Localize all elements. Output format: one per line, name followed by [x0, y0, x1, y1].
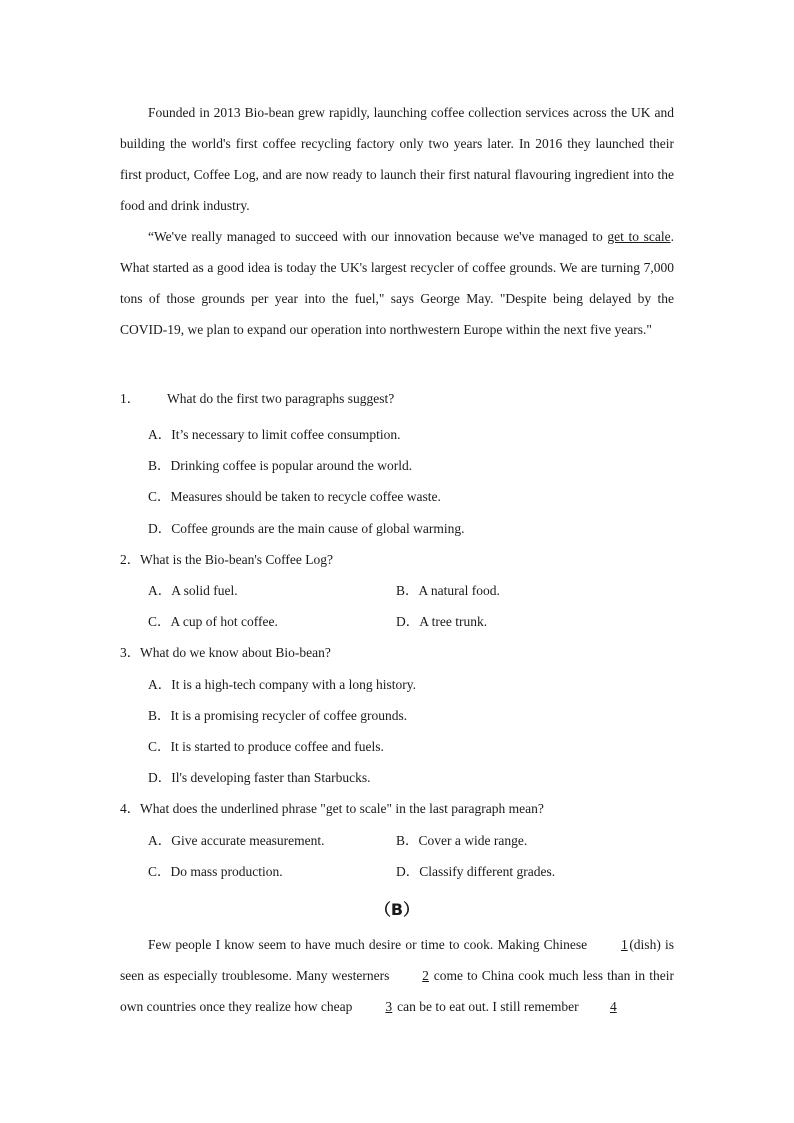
- section-b-text-3: come to China cook much less than in their own countries once they realize how cheap: [120, 968, 674, 1014]
- question-number: 1．: [120, 391, 141, 406]
- blank-4: 4: [609, 999, 617, 1014]
- question-3: [120, 643, 674, 663]
- section-b-text-4: can be to eat out. I still remember: [393, 999, 582, 1014]
- paragraph-2-text-after: . What started as a good idea is today the UK's largest recycler of coffee grounds. We are turning 7,000 tons of those grounds per year into the fuel," says George May. "Despite being delayed by the COVID-19, we plan to expand our operation into northwestern Europe within the next five years.": [120, 229, 674, 337]
- question-1-option-a: A．It’s necessary to limit coffee consumption.: [148, 427, 401, 442]
- question-2-option-a: A．A solid fuel.: [148, 583, 238, 598]
- question-4-option-d: D．Classify different grades.: [396, 864, 556, 879]
- underlined-phrase: get to scale: [607, 229, 671, 244]
- question-4-option-b: B．Cover a wide range.: [396, 833, 528, 848]
- question-4: [120, 799, 674, 819]
- section-b-paragraph: [120, 929, 674, 1022]
- section-b-text-1: Few people I know seem to have much desire or time to cook. Making Chinese: [148, 937, 592, 952]
- question-text: What does the underlined phrase "get to scale" in the last paragraph mean?: [140, 801, 544, 816]
- question-number: 3．: [120, 645, 141, 660]
- question-4-option-c: C．Do mass production.: [148, 864, 283, 879]
- section-b-heading: （B）: [374, 900, 420, 919]
- question-3-option-c: C．It is started to produce coffee and fuels.: [148, 739, 384, 754]
- question-text: What is the Bio-bean's Coffee Log?: [140, 552, 334, 567]
- question-3-option-b: B．It is a promising recycler of coffee grounds.: [148, 708, 408, 723]
- question-1: [120, 389, 674, 409]
- passage-a-paragraph-1: Founded in 2013 Bio-bean grew rapidly, launching coffee collection services across the UK and building the world's first coffee recycling factory only two years later. In 2016 they launched their first product, Coffee Log, and are now ready to launch their first natural flavouring ingredient into the food and drink industry.: [120, 105, 674, 213]
- question-number: 2．: [120, 552, 141, 567]
- question-4-option-a: A．Give accurate measurement.: [148, 833, 325, 848]
- question-2-option-c: C．A cup of hot coffee.: [148, 614, 278, 629]
- question-number: 4．: [120, 801, 141, 816]
- paragraph-2-text-before: “We've really managed to succeed with our innovation because we've managed to: [148, 229, 608, 244]
- question-text: What do we know about Bio-bean?: [140, 645, 331, 660]
- question-1-option-b: B．Drinking coffee is popular around the world.: [148, 458, 413, 473]
- question-3-option-d: D．Il's developing faster than Starbucks.: [148, 770, 371, 785]
- question-3-option-a: A．It is a high-tech company with a long history.: [148, 677, 416, 692]
- blank-2: 2: [422, 968, 429, 983]
- section-b-text-2: (dish) is seen as especially troublesome. Many westerners: [120, 937, 674, 983]
- question-1-option-c: C．Measures should be taken to recycle coffee waste.: [148, 489, 441, 504]
- blank-1: 1: [620, 937, 628, 952]
- question-2-option-d: D．A tree trunk.: [396, 614, 488, 629]
- question-1-option-d: D．Coffee grounds are the main cause of global warming.: [148, 521, 465, 536]
- question-text: What do the first two paragraphs suggest?: [167, 391, 395, 406]
- blank-3: 3: [385, 999, 393, 1014]
- question-2-option-b: B．A natural food.: [396, 583, 500, 598]
- passage-a-paragraph-2: [120, 221, 674, 345]
- question-2: [120, 550, 674, 570]
